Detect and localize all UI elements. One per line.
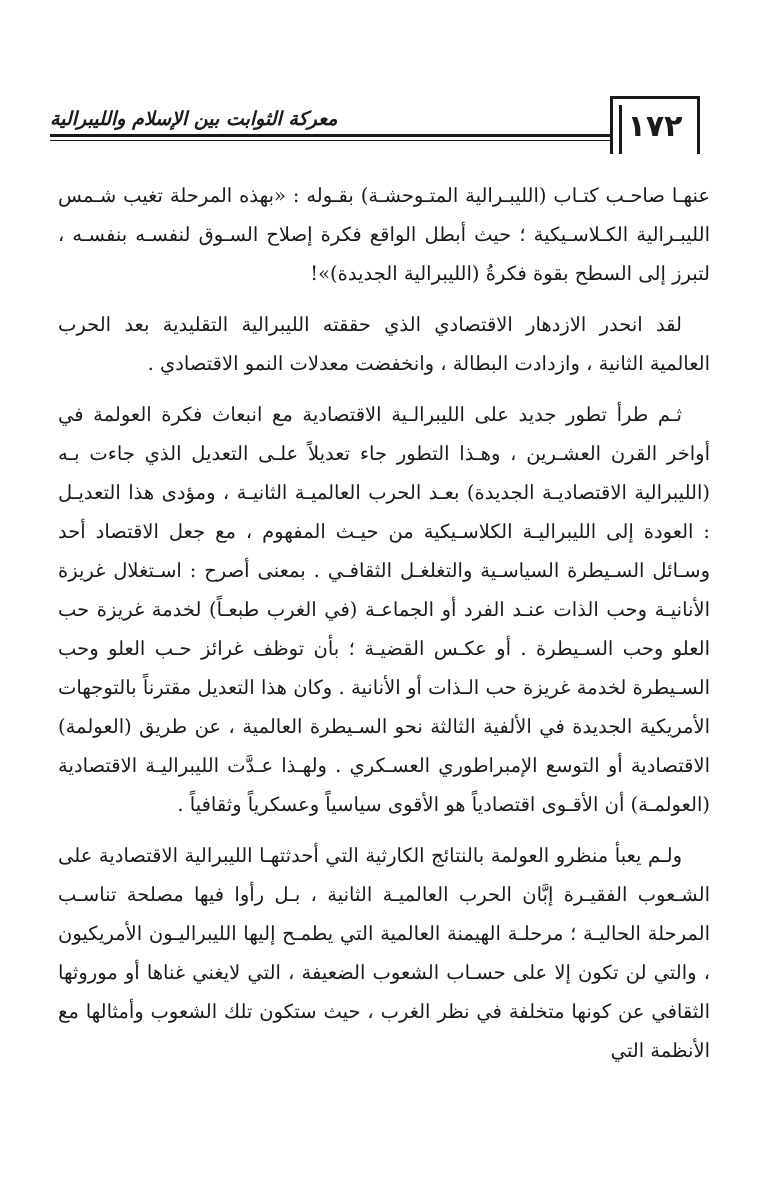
body-text — [58, 176, 710, 1082]
running-title: معركة الثوابت بين الإسلام والليبرالية — [50, 108, 338, 130]
header-rule-thin — [50, 140, 610, 141]
paragraph-3: ثـم طرأ تطور جديد على الليبرالـية الاقتصادية مع انبعاث فكرة العولمة في أواخر القرن العشـرين ، وهـذا التطور جاء تعديلاً علـى التعديل الذي جاءت بـه (الليبرالية الاقتصاديـة الجديدة) بعـد الحرب العالميـة الثانيـة ، ومؤدى هذا التعديـل : العودة إلى الليبراليـة الكلاسـيكية من حيـث المفهوم ، مع جعل الاقتصاد أحد وسـائل السـيطرة السياسـية والتغلغـل الثقافـي . بمعنى أصرح : اسـتغلال غريزة الأنانيـة وحب الذات عنـد الفرد أو الجماعـة (في الغرب طبعـاً) لخدمة غريزة حب العلو وحب السـيطرة . أو عكـس القضيـة ؛ بأن توظف غرائز حـب العلو وحب السـيطرة لخدمة غريزة حب الـذات أو الأنانية . وكان هذا التعديل مقترناً بالتوجهات الأمريكية الجديدة في الألفية الثالثة نحو السـيطرة العالمية ، عن طريق (العولمة) الاقتصادية أو التوسع الإمبراطوري العسـكري . ولهـذا عـدَّت الليبراليـة الاقتصادية (العولمـة) أن الأقـوى اقتصادياً هو الأقوى سياسياً وعسكرياً وثقافياً . — [58, 403, 710, 816]
paragraph-2: لقد انحدر الازدهار الاقتصادي الذي حققته الليبرالية التقليدية بعد الحرب العالمية الثانية ، وازدادت البطالة ، وانخفضت معدلات النمو الاقتصادي . — [58, 313, 710, 375]
header-rule-thick — [50, 134, 610, 137]
running-header — [50, 96, 700, 160]
page-number: ١٧٢ — [627, 108, 683, 144]
paragraph-4: ولـم يعبأ منظرو العولمة بالنتائج الكارثية التي أحدثتهـا الليبرالية الاقتصادية على الشـعوب الفقيـرة إبَّان الحرب العالميـة الثانية ، بـل رأوا فيها مصلحة تناسـب المرحلة الحاليـة ؛ مرحلـة الهيمنة العالمية التي يطمـح إليها الليبراليـون الأمريكيون ، والتي لن تكون إلا على حسـاب الشعوب الضعيفة ، التي لايغني غناها أو موروثها الثقافي عن كونها متخلفة في نظر الغرب ، حيث ستكون تلك الشعوب وأمثالها مع الأنظمة التي — [58, 844, 710, 1062]
page-number-box — [610, 96, 700, 154]
paragraph-1: عنهـا صاحـب كتـاب (الليبـرالية المتـوحشـة) بقـوله : «بهذه المرحلة تغيب شـمس الليبـرالية الكـلاسـيكية ؛ حيث أبطل الواقع فكرة إصلاح السـوق لنفسـه بنفسـه ، لتبرز إلى السطح بقوة فكرةُ (الليبرالية الجديدة)»! — [58, 184, 710, 285]
